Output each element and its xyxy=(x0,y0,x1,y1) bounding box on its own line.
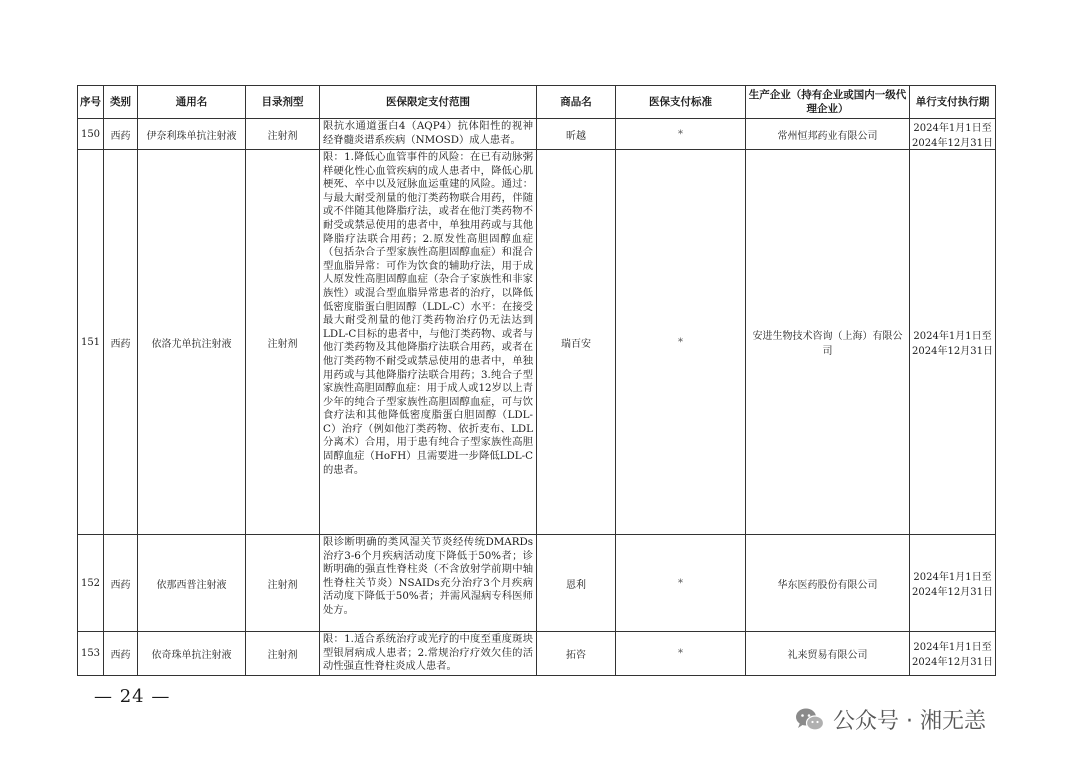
row-manufacturer: 安进生物技术咨询（上海）有限公司 xyxy=(746,150,910,535)
row-period xyxy=(910,119,996,150)
row-dosage-form: 注射剂 xyxy=(246,150,320,535)
col-header-brand: 商品名 xyxy=(537,86,616,119)
row-payment-standard: * xyxy=(616,632,746,676)
col-header-category: 类别 xyxy=(104,86,138,119)
row-no: 153 xyxy=(78,632,104,676)
row-category: 西药 xyxy=(104,632,138,676)
wechat-icon xyxy=(795,707,825,733)
row-payment-scope: 限诊断明确的类风湿关节炎经传统DMARDs治疗3-6个月疾病活动度下降低于50%者；诊断明确的强直性脊柱炎（不含放射学前期中轴性脊柱关节炎）NSAIDs充分治疗3个月疾病活动度下降低于50%者；并需风湿病专科医师处方。 xyxy=(320,535,537,632)
row-period xyxy=(910,535,996,632)
row-payment-scope: 限：1.适合系统治疗或光疗的中度至重度斑块型银屑病成人患者；2.常规治疗疗效欠佳的活动性强直性脊柱炎成人患者。 xyxy=(320,632,537,676)
watermark-text: 公众号 · 湘无恙 xyxy=(833,709,986,734)
row-period xyxy=(910,632,996,676)
row-category: 西药 xyxy=(104,119,138,150)
row-payment-standard: * xyxy=(616,150,746,535)
page-number: — 24 — xyxy=(94,686,171,707)
row-manufacturer: 常州恒邦药业有限公司 xyxy=(746,119,910,150)
col-header-no: 序号 xyxy=(78,86,104,119)
row-brand-name: 恩利 xyxy=(537,535,616,632)
period-start: 2024年1月1日至 xyxy=(913,572,992,583)
drug-payment-table xyxy=(77,85,996,676)
row-payment-standard: * xyxy=(616,535,746,632)
period-start: 2024年1月1日至 xyxy=(913,331,992,342)
row-manufacturer: 华东医药股份有限公司 xyxy=(746,535,910,632)
row-generic-name: 依奇珠单抗注射液 xyxy=(138,632,246,676)
col-header-period: 单行支付执行期 xyxy=(910,86,996,119)
row-category: 西药 xyxy=(104,150,138,535)
row-period xyxy=(910,150,996,535)
row-brand-name: 瑞百安 xyxy=(537,150,616,535)
row-brand-name: 拓咨 xyxy=(537,632,616,676)
period-end: 2024年12月31日 xyxy=(912,138,993,149)
row-category: 西药 xyxy=(104,535,138,632)
row-dosage-form: 注射剂 xyxy=(246,535,320,632)
col-header-generic: 通用名 xyxy=(138,86,246,119)
table-row xyxy=(78,535,996,632)
table-row xyxy=(78,632,996,676)
row-manufacturer: 礼来贸易有限公司 xyxy=(746,632,910,676)
row-dosage-form: 注射剂 xyxy=(246,119,320,150)
row-generic-name: 依洛尤单抗注射液 xyxy=(138,150,246,535)
col-header-scope: 医保限定支付范围 xyxy=(320,86,537,119)
period-end: 2024年12月31日 xyxy=(912,657,993,669)
watermark xyxy=(795,704,986,735)
row-no: 151 xyxy=(78,150,104,535)
row-generic-name: 依那西普注射液 xyxy=(138,535,246,632)
row-generic-name: 伊奈利珠单抗注射液 xyxy=(138,119,246,150)
row-no: 152 xyxy=(78,535,104,632)
period-end: 2024年12月31日 xyxy=(912,587,993,598)
period-start: 2024年1月1日至 xyxy=(913,123,992,134)
period-start: 2024年1月1日至 xyxy=(913,642,992,654)
col-header-standard: 医保支付标准 xyxy=(616,86,746,119)
row-payment-standard: * xyxy=(616,119,746,150)
row-payment-scope: 限：1.降低心血管事件的风险：在已有动脉粥样硬化性心血管疾病的成人患者中，降低心肌梗死、卒中以及冠脉血运重建的风险。通过：与最大耐受剂量的他汀类药物联合用药，伴随或不伴随其他降脂疗法，或者在他汀类药物不耐受或禁忌使用的患者中，单独用药或与其他降脂疗法联合用药；2.原发性高胆固醇血症（包括杂合子型家族性高胆固醇血症）和混合型血脂异常：可作为饮食的辅助疗法，用于成人原发性高胆固醇血症（杂合子家族性和非家族性）或混合型血脂异常患者的治疗，以降低低密度脂蛋白胆固醇（LDL-C）水平：在接受最大耐受剂量的他汀类药物治疗仍无法达到LDL-C目标的患者中，与他汀类药物、或者与他汀类药物及其他降脂疗法联合用药，或者在他汀类药物不耐受或禁忌使用的患者中，单独用药或与其他降脂疗法联合用药；3.纯合子型家族性高胆固醇血症：用于成人或12岁以上青少年的纯合子型家族性高胆固醇血症，可与饮食疗法和其他降低密度脂蛋白胆固醇（LDL-C）治疗（例如他汀类药物、依折麦布、LDL分离术）合用，用于患有纯合子型家族性高胆固醇血症（HoFH）且需要进一步降低LDL-C的患者。 xyxy=(320,150,537,535)
period-end: 2024年12月31日 xyxy=(912,346,993,357)
table-header-row xyxy=(78,86,996,119)
col-header-dosage-form: 目录剂型 xyxy=(246,86,320,119)
col-header-manufacturer: 生产企业（持有企业或国内一级代理企业） xyxy=(746,86,910,119)
table-row xyxy=(78,119,996,150)
row-dosage-form: 注射剂 xyxy=(246,632,320,676)
row-payment-scope: 限抗水通道蛋白4（AQP4）抗体阳性的视神经脊髓炎谱系疾病（NMOSD）成人患者。 xyxy=(320,119,537,150)
row-brand-name: 昕越 xyxy=(537,119,616,150)
table-row xyxy=(78,150,996,535)
row-no: 150 xyxy=(78,119,104,150)
